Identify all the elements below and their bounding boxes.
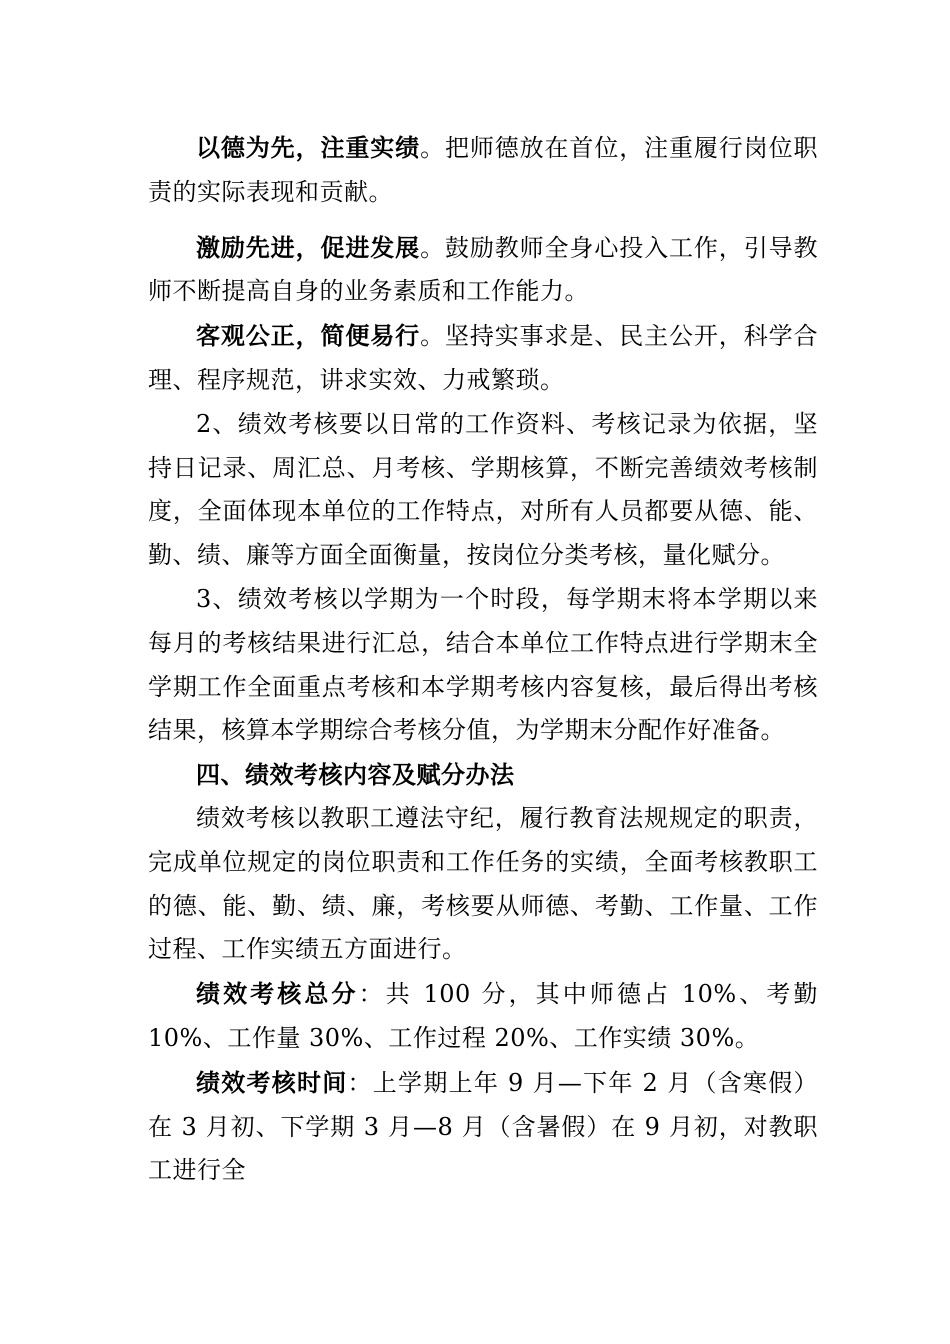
principle-paragraph-1 [148, 126, 818, 215]
principle-text-1: 。把师德放在首位，注重履行岗位职责的实际表现和贡献。 [148, 134, 818, 206]
principle-lead-3: 客观公正，简便易行 [196, 321, 421, 351]
assessment-time-paragraph [148, 1061, 818, 1193]
assessment-time-lead: 绩效考核时间 [196, 1067, 348, 1097]
total-score-paragraph [148, 972, 818, 1061]
principle-lead-1: 以德为先，注重实绩 [196, 133, 421, 162]
content-paragraph: 绩效考核以教职工遵法守纪，履行教育法规规定的职责，完成单位规定的岗位职责和工作任务的实绩，全面考核教职工的德、能、勤、绩、廉，考核要从师德、考勤、工作量、工作过程、工作实绩五方面进行。 [148, 803, 818, 964]
item-paragraph-3: 3、绩效考核以学期为一个时段，每学期末将本学期以来每月的考核结果进行汇总，结合本单位工作特点进行学期末全学期工作全面重点考核和本学期考核内容复核，最后得出考核结果，核算本学期综合考核分值，为学期末分配作好准备。 [148, 584, 818, 745]
principle-text-2: 。鼓励教师全身心投入工作，引导教师不断提高自身的业务素质和工作能力。 [148, 233, 818, 306]
total-score-lead: 绩效考核总分 [196, 979, 359, 1009]
total-score-text: ：共 100 分，其中师德占 10%、考勤 10%、工作量 30%、工作过程 20%、工作实绩 30%。 [148, 980, 818, 1052]
principle-paragraph-3 [148, 314, 818, 403]
principle-lead-2: 激励先进，促进发展 [196, 232, 421, 262]
document-body [148, 126, 818, 1193]
principle-paragraph-2 [148, 226, 818, 315]
assessment-time-text: ：上学期上年 9 月—下年 2 月（含寒假）在 3 月初、下学期 3 月—8 月（含暑假）在 9 月初，对教职工进行全 [148, 1068, 818, 1185]
section-heading: 四、绩效考核内容及赋分办法 [196, 760, 515, 790]
principle-text-3: 。坚持实事求是、民主公开，科学合理、程序规范，讲求实效、力戒繁琐。 [148, 322, 818, 394]
item-paragraph-2: 2、绩效考核要以日常的工作资料、考核记录为依据，坚持日记录、周汇总、月考核、学期核算，不断完善绩效考核制度，全面体现本单位的工作特点，对所有人员都要从德、能、勤、绩、廉等方面全面衡量，按岗位分类考核，量化赋分。 [148, 409, 818, 570]
